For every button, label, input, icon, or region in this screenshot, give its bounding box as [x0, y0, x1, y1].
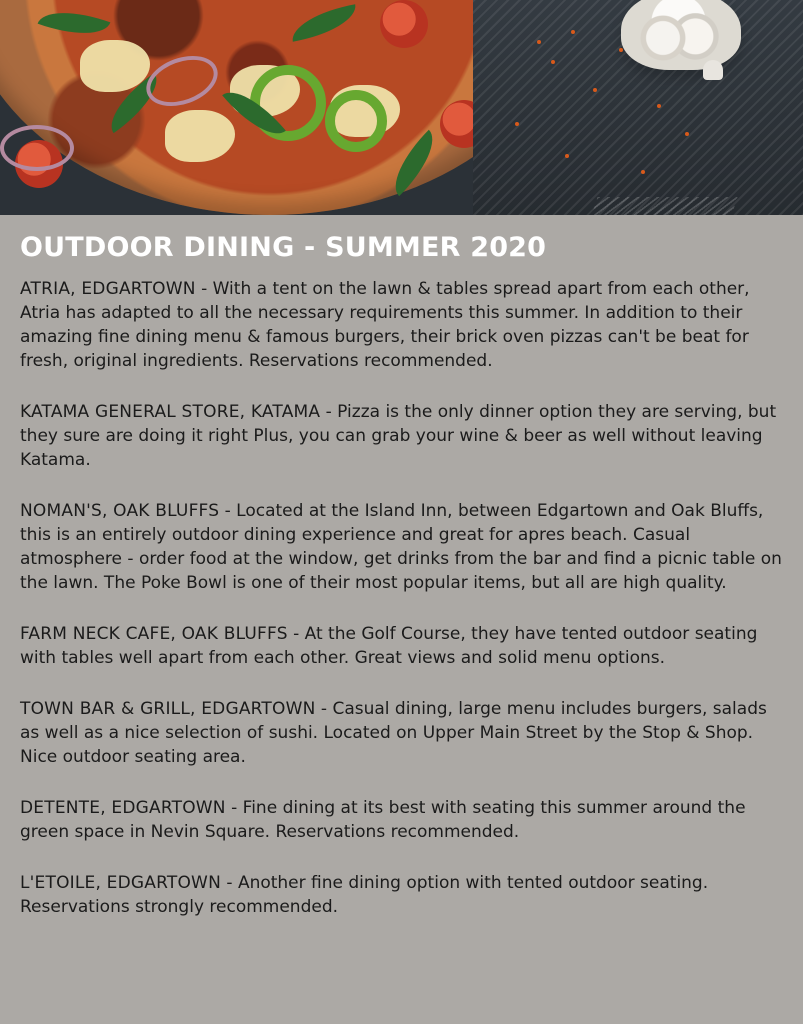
article-content [0, 215, 803, 919]
chili-flake [571, 30, 575, 34]
restaurant-name: TOWN BAR & GRILL, EDGARTOWN [20, 698, 316, 719]
green-pepper-topping [325, 90, 387, 152]
restaurant-description: - Another fine dining option with tented outdoor seating. Reservations strongly recommended. [20, 872, 709, 917]
chili-flake [685, 132, 689, 136]
chili-flake [537, 40, 541, 44]
page-title: OUTDOOR DINING - SUMMER 2020 [20, 232, 547, 263]
tomato-topping [380, 0, 428, 48]
restaurant-name: NOMAN'S, OAK BLUFFS [20, 500, 220, 521]
restaurant-entry [20, 499, 783, 595]
restaurant-entry [20, 697, 783, 769]
restaurant-description: - Located at the Island Inn, between Edgartown and Oak Bluffs, this is an entirely outdoor dining experience and great for apres beach. Casual atmosphere - order food at the window, get drinks from the bar and find a picnic table on the lawn. The Poke Bowl is one of their most popular items, but all are high quality. [20, 500, 782, 593]
restaurant-entry [20, 277, 783, 373]
restaurant-entry [20, 871, 783, 919]
chili-flake [619, 48, 623, 52]
basil-leaf [38, 0, 111, 47]
restaurant-name: DETENTE, EDGARTOWN [20, 797, 226, 818]
restaurant-entry [20, 796, 783, 844]
restaurant-name: FARM NECK CAFE, OAK BLUFFS [20, 623, 288, 644]
basil-leaf [288, 4, 359, 41]
restaurant-description: - With a tent on the lawn & tables spread apart from each other, Atria has adapted to all the necessary requirements this summer. In addition to their amazing fine dining menu & famous burgers, their brick oven pizzas can't be beat for fresh, original ingredients. Reservations recommended. [20, 278, 750, 371]
chili-flake [551, 60, 555, 64]
garlic-bulb [621, 0, 741, 70]
restaurant-entry [20, 622, 783, 670]
basil-leaf [381, 130, 447, 196]
restaurant-description: - Casual dining, large menu includes burgers, salads as well as a nice selection of sushi. Located on Upper Main Street by the Stop & Shop. Nice outdoor seating area. [20, 698, 767, 767]
chili-flake [593, 88, 597, 92]
restaurant-entry [20, 400, 783, 472]
restaurant-name: L'ETOILE, EDGARTOWN [20, 872, 221, 893]
chili-flake [641, 170, 645, 174]
restaurant-description: - Fine dining at its best with seating this summer around the green space in Nevin Square. Reservations recommended. [20, 797, 746, 842]
onion-topping [139, 47, 224, 116]
restaurant-name: ATRIA, EDGARTOWN [20, 278, 196, 299]
chili-flake [657, 104, 661, 108]
restaurant-description: - Pizza is the only dinner option they are serving, but they sure are doing it right Plus, you can grab your wine & beer as well without leaving Katama. [20, 401, 777, 470]
restaurant-description: - At the Golf Course, they have tented outdoor seating with tables well apart from each other. Great views and solid menu options. [20, 623, 758, 668]
restaurant-name: KATAMA GENERAL STORE, KATAMA [20, 401, 321, 422]
onion-topping [0, 125, 74, 171]
board-stripe [588, 197, 737, 215]
slate-board [473, 0, 803, 215]
green-pepper-topping [250, 65, 326, 141]
chili-flake [515, 122, 519, 126]
hero-image [0, 0, 803, 215]
chili-flake [565, 154, 569, 158]
cheese-topping [165, 110, 235, 162]
